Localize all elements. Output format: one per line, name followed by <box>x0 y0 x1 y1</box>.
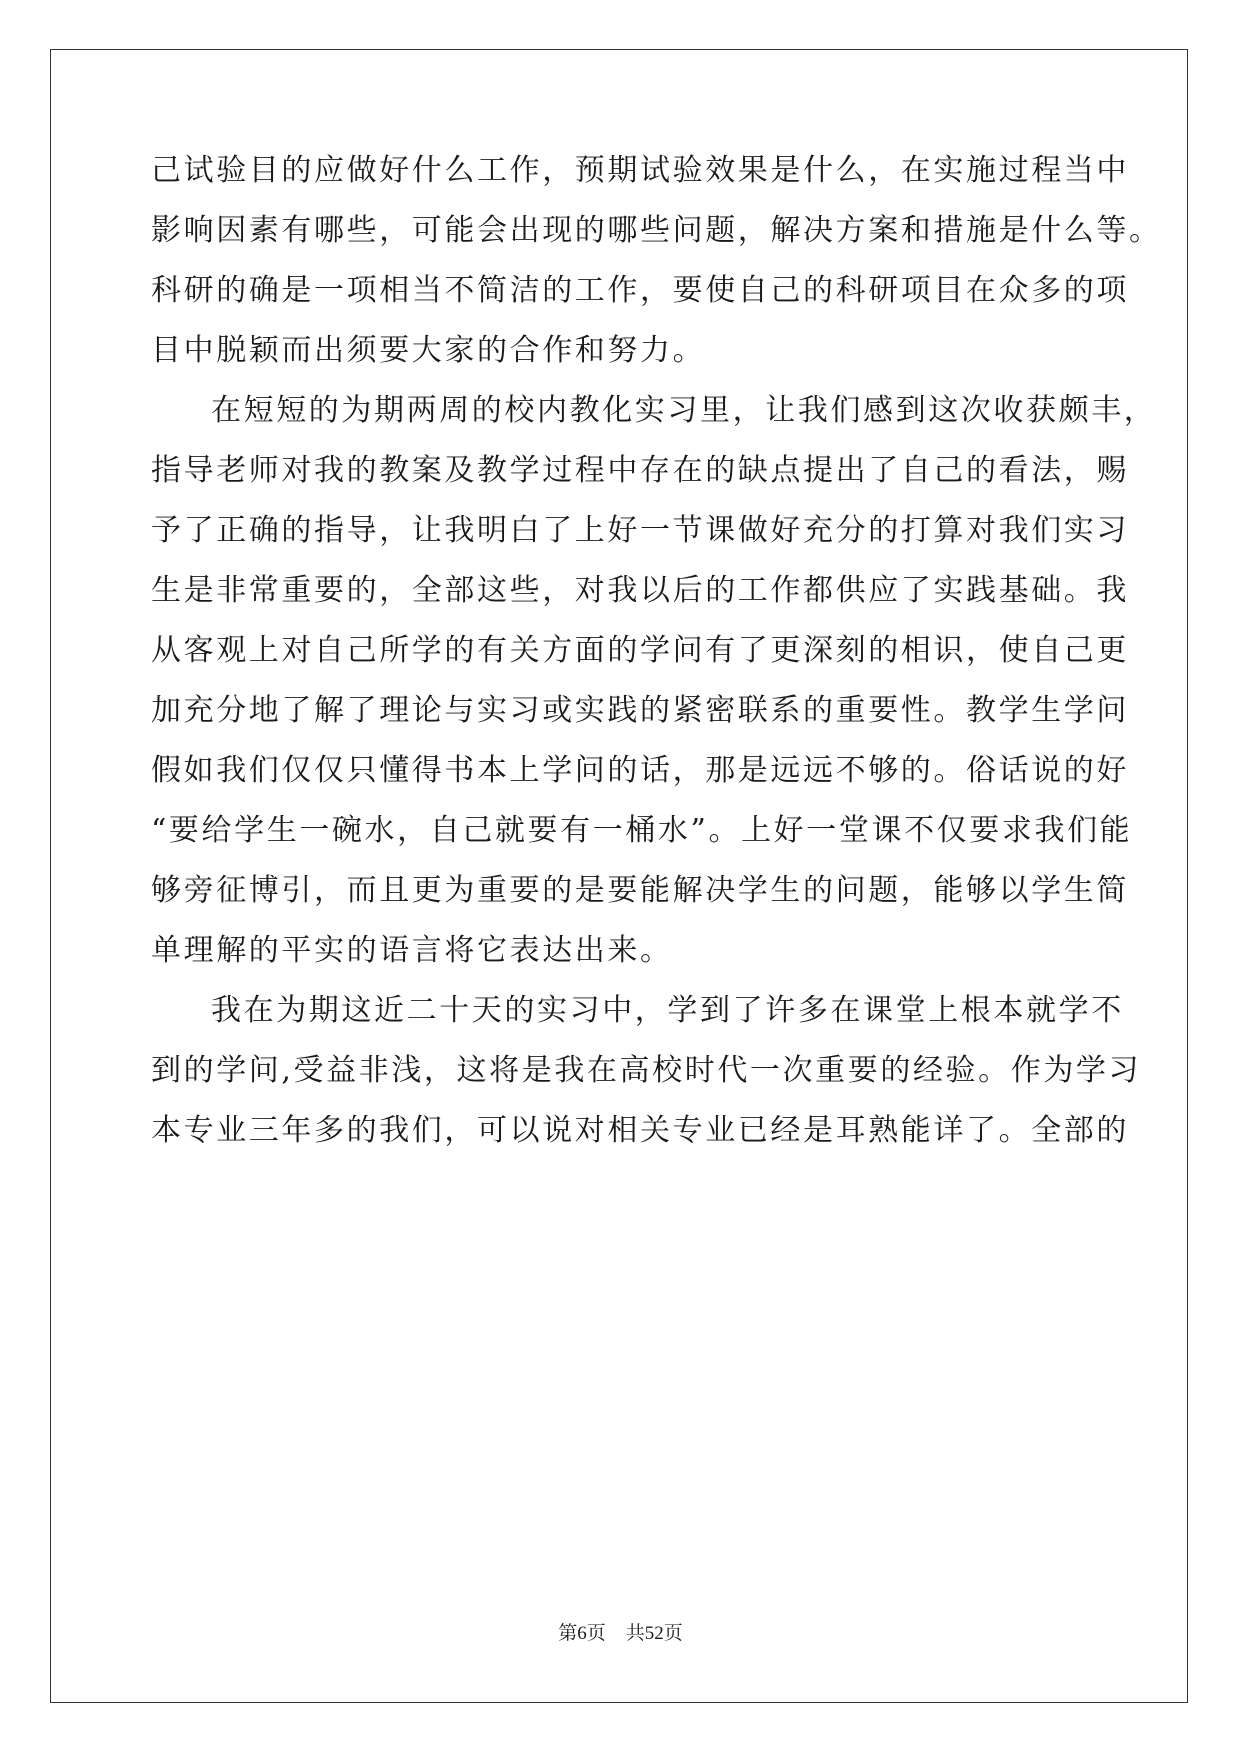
text-line-9: 从客观上对自己所学的有关方面的学问有了更深刻的相识，使自己更 <box>151 633 1129 668</box>
text-line-8: 生是非常重要的，全部这些，对我以后的工作都供应了实践基础。我 <box>151 573 1129 608</box>
total-suffix: 页 <box>663 1622 683 1644</box>
page-suffix: 页 <box>586 1622 606 1644</box>
text-line-11: 假如我们仅仅只懂得书本上学问的话，那是远远不够的。俗话说的好 <box>151 753 1129 788</box>
text-line-15: 我在为期这近二十天的实习中，学到了许多在课堂上根本就学不 <box>211 993 1124 1028</box>
text-line-13: 够旁征博引，而且更为重要的是要能解决学生的问题，能够以学生简 <box>151 873 1129 908</box>
text-line-12: “要给学生一碗水，自己就要有一桶水”。上好一堂课不仅要求我们能 <box>151 813 1133 848</box>
text-line-1: 己试验目的应做好什么工作，预期试验效果是什么，在实施过程当中 <box>151 153 1129 188</box>
text-line-16: 到的学问,受益非浅，这将是我在高校时代一次重要的经验。作为学习 <box>151 1053 1142 1088</box>
text-line-4: 目中脱颖而出须要大家的合作和努力。 <box>151 333 706 368</box>
page-prefix: 第 <box>558 1622 578 1644</box>
text-line-10: 加充分地了解了理论与实习或实践的紧密联系的重要性。教学生学问 <box>151 693 1129 728</box>
text-line-14: 单理解的平实的语言将它表达出来。 <box>151 933 673 968</box>
total-prefix: 共 <box>625 1622 645 1644</box>
text-line-6: 指导老师对我的教案及教学过程中存在的缺点提出了自己的看法，赐 <box>151 453 1129 488</box>
page-footer <box>0 1621 1241 1646</box>
text-line-7: 予了正确的指导，让我明白了上好一节课做好充分的打算对我们实习 <box>151 513 1129 548</box>
text-line-17: 本专业三年多的我们，可以说对相关专业已经是耳熟能详了。全部的 <box>151 1113 1129 1148</box>
total-pages: 52 <box>644 1623 664 1644</box>
text-line-5: 在短短的为期两周的校内教化实习里，让我们感到这次收获颇丰， <box>211 393 1157 428</box>
text-line-2: 影响因素有哪些，可能会出现的哪些问题，解决方案和措施是什么等。 <box>151 213 1162 248</box>
page-number: 6 <box>577 1623 587 1644</box>
text-line-3: 科研的确是一项相当不简洁的工作，要使自己的科研项目在众多的项 <box>151 273 1129 308</box>
